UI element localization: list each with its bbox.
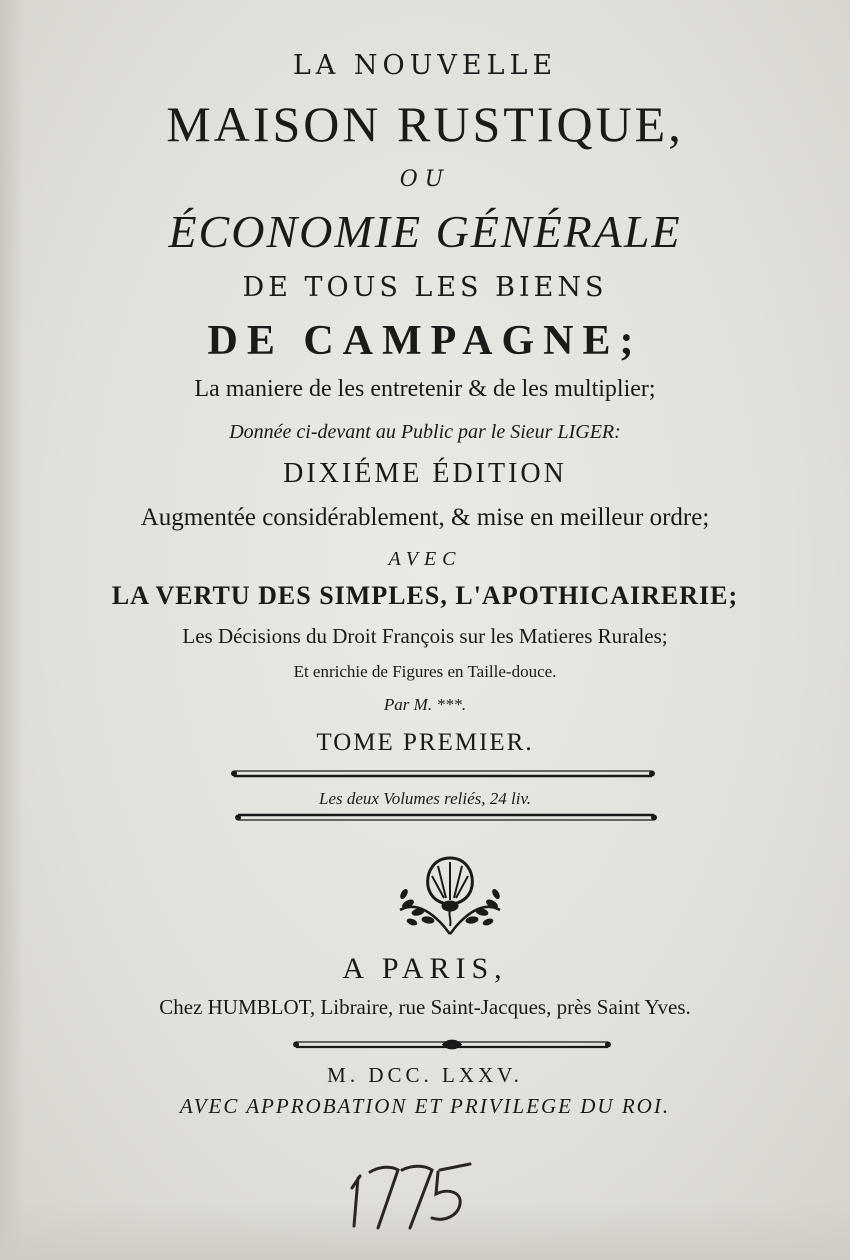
subtitle-line-7: La maniere de les entretenir & de les multiplier; [194, 376, 656, 402]
subtitle-line-14: Et enrichie de Figures en Taille-douce. [293, 662, 557, 681]
title-line-6: DE CAMPAGNE; [207, 318, 643, 364]
printer-ornament-icon [390, 850, 510, 940]
author-line: Par M. ***. [383, 695, 467, 714]
imprint-year: M. DCC. LXXV. [327, 1063, 523, 1087]
double-rule-bottom [234, 812, 658, 824]
title-line-3: OU [399, 167, 451, 192]
title-line-5: DE TOUS LES BIENS [242, 272, 608, 303]
subtitle-line-10: Augmentée considérablement, & mise en meilleur ordre; [140, 504, 710, 531]
volume-line: TOME PREMIER. [316, 729, 534, 756]
subtitle-line-12: LA VERTU DES SIMPLES, L'APOTHICAIRERIE; [111, 581, 739, 610]
price-line: Les deux Volumes reliés, 24 liv. [319, 789, 531, 808]
subtitle-line-13: Les Décisions du Droit François sur les Matieres Rurales; [182, 624, 668, 648]
title-line-4: ÉCONOMIE GÉNÉRALE [168, 206, 682, 257]
ornamental-rule [292, 1038, 612, 1052]
title-line-1: LA NOUVELLE [292, 50, 558, 81]
edition-line: DIXIÉME ÉDITION [283, 458, 567, 489]
subtitle-line-11: AVEC [388, 548, 462, 570]
imprint-privilege: AVEC APPROBATION ET PRIVILEGE DU ROI. [179, 1094, 671, 1118]
subtitle-line-8: Donnée ci-devant au Public par le Sieur LIGER: [229, 421, 621, 443]
handwritten-year-1775 [340, 1148, 480, 1238]
imprint-place: A PARIS, [342, 952, 508, 985]
imprint-publisher: Chez HUMBLOT, Libraire, rue Saint-Jacques, près Saint Yves. [159, 995, 691, 1019]
double-rule-top [230, 768, 656, 780]
title-line-2: MAISON RUSTIQUE, [166, 96, 684, 152]
